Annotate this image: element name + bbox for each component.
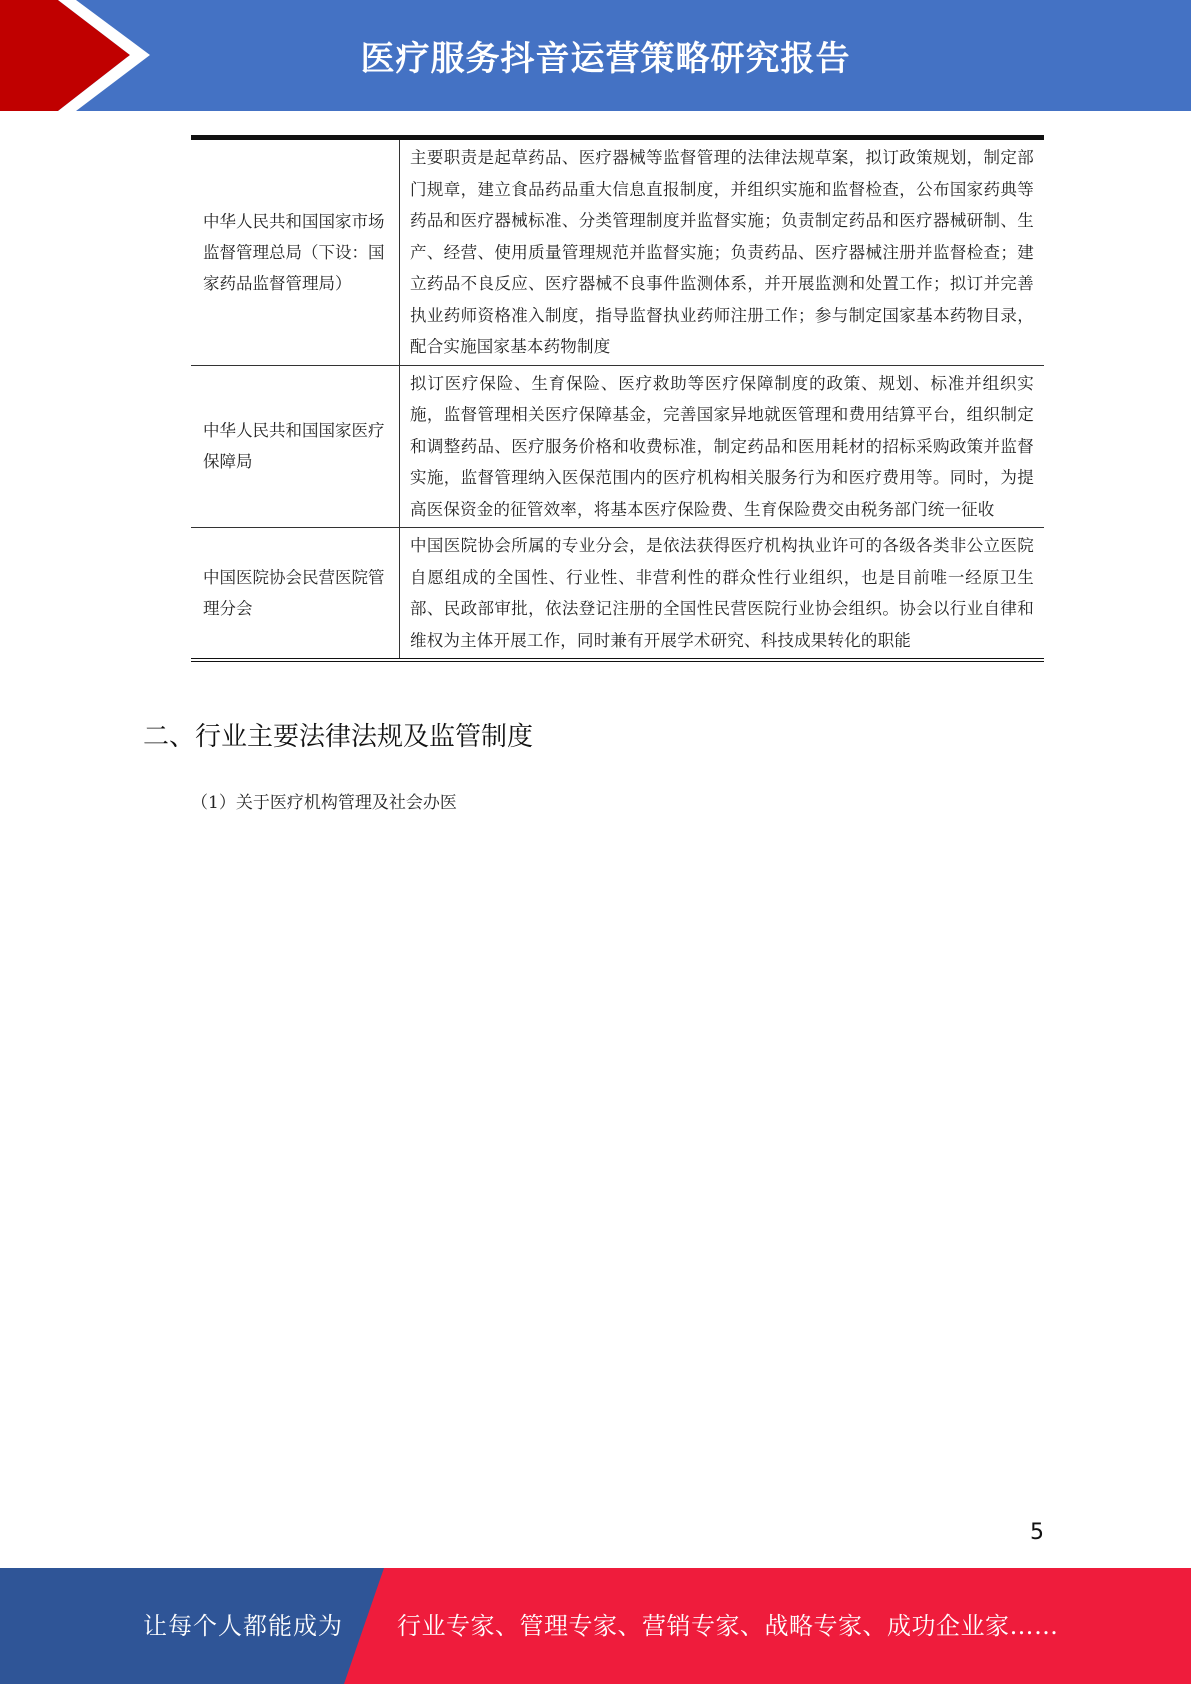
- org-duty-cell: 拟订医疗保险、生育保险、医疗救助等医疗保障制度的政策、规划、标准并组织实施，监督管理相关医疗保障基金，完善国家异地就医管理和费用结算平台，组织制定和调整药品、医疗服务价格和收费标准，制定药品和医用耗材的招标采购政策并监督实施，监督管理纳入医保范围内的医疗机构相关服务行为和医疗费用等。同时，为提高医保资金的征管效率，将基本医疗保险费、生育保险费交由税务部门统一征收: [400, 365, 1045, 528]
- regulatory-bodies-table: [191, 135, 1044, 662]
- page-number: 5: [1030, 1520, 1044, 1545]
- section-heading: 二、行业主要法律法规及监管制度: [143, 722, 534, 752]
- org-name-cell: 中国医院协会民营医院管理分会: [191, 528, 400, 661]
- footer-roles: 行业专家、管理专家、营销专家、战略专家、成功企业家……: [397, 1612, 1059, 1640]
- org-duty-cell: 中国医院协会所属的专业分会，是依法获得医疗机构执业许可的各级各类非公立医院自愿组成的全国性、行业性、非营利性的群众性行业组织，也是目前唯一经原卫生部、民政部审批，依法登记注册的全国性民营医院行业协会组织。协会以行业自律和维权为主体开展工作，同时兼有开展学术研究、科技成果转化的职能: [400, 528, 1045, 661]
- org-duty-cell: 主要职责是起草药品、医疗器械等监督管理的法律法规草案，拟订政策规划，制定部门规章，建立食品药品重大信息直报制度，并组织实施和监督检查，公布国家药典等药品和医疗器械标准、分类管理制度并监督实施；负责制定药品和医疗器械研制、生产、经营、使用质量管理规范并监督实施；负责药品、医疗器械注册并监督检查；建立药品不良反应、医疗器械不良事件监测体系，并开展监测和处置工作；拟订并完善执业药师资格准入制度，指导监督执业药师注册工作；参与制定国家基本药物目录，配合实施国家基本药物制度: [410, 148, 1034, 356]
- page-footer: [0, 1568, 1191, 1684]
- table-row: [191, 138, 1044, 366]
- org-name-cell: 中华人民共和国国家医疗保障局: [191, 365, 400, 528]
- table-row: [191, 365, 1044, 528]
- footer-slogan: 让每个人都能成为: [143, 1612, 343, 1640]
- org-name-cell: 中华人民共和国国家市场监督管理总局（下设：国家药品监督管理局）: [191, 138, 400, 366]
- document-title: 医疗服务抖音运营策略研究报告: [360, 39, 851, 79]
- page-header: [0, 0, 1191, 111]
- sub-item-text: （1）关于医疗机构管理及社会办医: [191, 793, 457, 813]
- table-row: [191, 528, 1044, 661]
